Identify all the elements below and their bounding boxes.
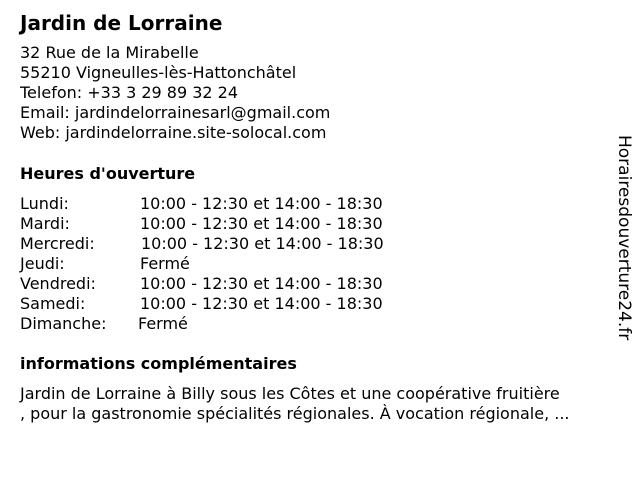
time-value: 10:00 - 12:30 et 14:00 - 18:30 bbox=[140, 214, 383, 233]
hours-title: Heures d'ouverture bbox=[20, 164, 196, 183]
site-watermark: Horairesdouverture24.fr bbox=[614, 135, 634, 341]
contact-block bbox=[20, 43, 330, 143]
time-value: 10:00 - 12:30 et 14:00 - 18:30 bbox=[140, 274, 383, 293]
address-line-2: 55210 Vigneulles-lès-Hattonchâtel bbox=[20, 63, 297, 82]
time-value: Fermé bbox=[140, 254, 190, 273]
day-label: Dimanche: bbox=[20, 314, 107, 333]
email-line: Email: jardindelorrainesarl@gmail.com bbox=[20, 103, 331, 122]
description bbox=[20, 384, 630, 424]
phone-line: Telefon: +33 3 29 89 32 24 bbox=[20, 83, 239, 102]
business-name: Jardin de Lorraine bbox=[20, 11, 223, 35]
web-line: Web: jardindelorraine.site-solocal.com bbox=[20, 123, 327, 142]
time-value: 10:00 - 12:30 et 14:00 - 18:30 bbox=[140, 294, 383, 313]
day-label: Vendredi: bbox=[20, 274, 96, 293]
day-label: Lundi: bbox=[20, 194, 69, 213]
description-line-1: Jardin de Lorraine à Billy sous les Côtes et une coopérative fruitière bbox=[20, 384, 560, 403]
description-line-2: , pour la gastronomie spécialités régionales. À vocation régionale, ... bbox=[20, 404, 570, 423]
time-value: Fermé bbox=[138, 314, 188, 333]
day-label: Mercredi: bbox=[20, 234, 95, 253]
day-label: Mardi: bbox=[20, 214, 70, 233]
info-title: informations complémentaires bbox=[20, 354, 297, 373]
time-value: 10:00 - 12:30 et 14:00 - 18:30 bbox=[141, 234, 384, 253]
day-label: Samedi: bbox=[20, 294, 86, 313]
day-label: Jeudi: bbox=[20, 254, 65, 273]
time-value: 10:00 - 12:30 et 14:00 - 18:30 bbox=[140, 194, 383, 213]
address-line-1: 32 Rue de la Mirabelle bbox=[20, 43, 199, 62]
